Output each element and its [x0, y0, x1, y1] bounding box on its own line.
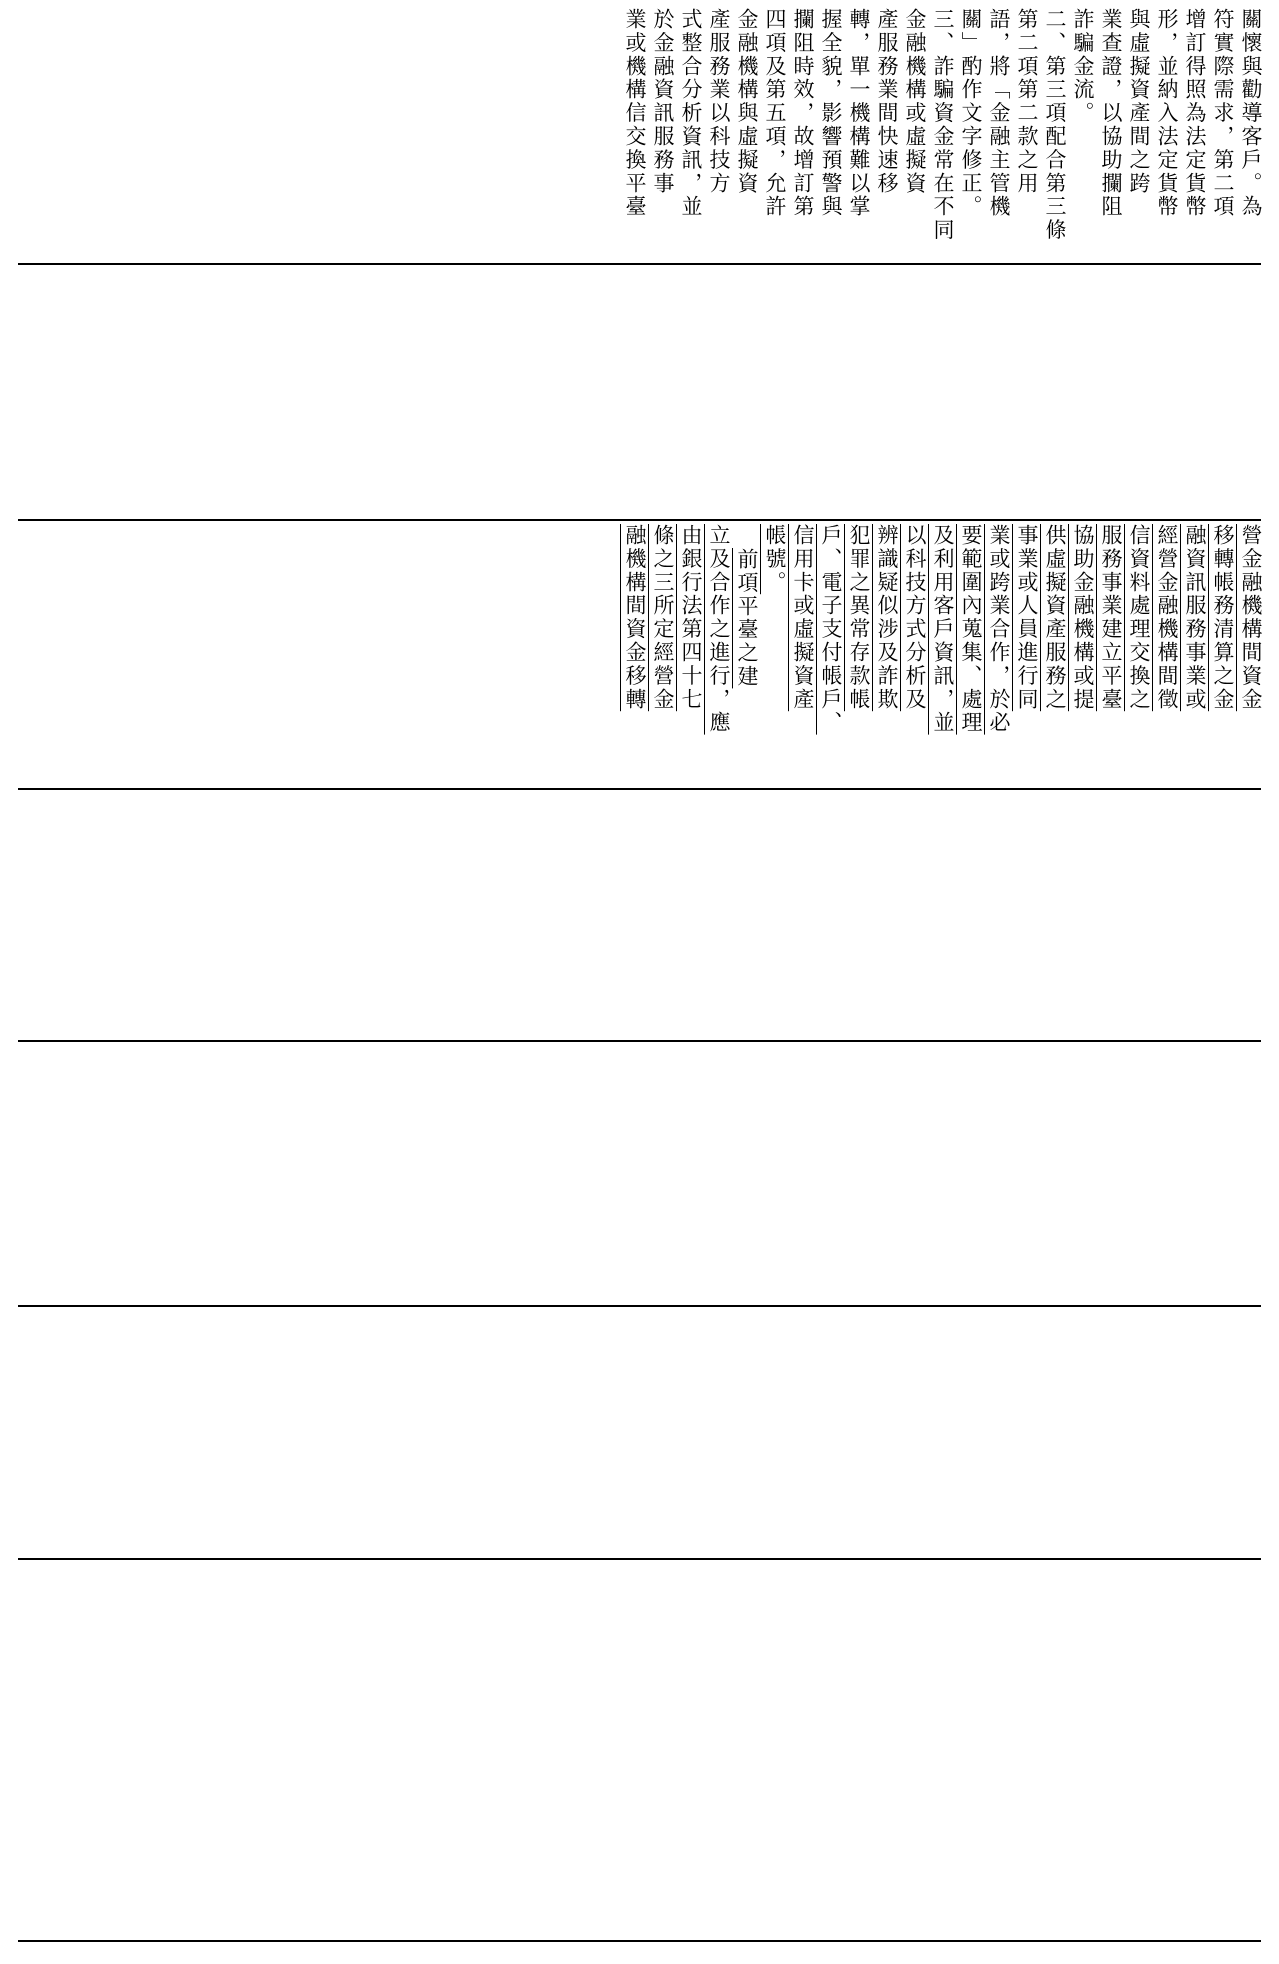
- text-line: 關懷與勸導客戶。為: [1239, 8, 1263, 219]
- text-line: 業或機構信交換平臺: [623, 8, 647, 219]
- text-line: 攔阻時效，故增訂第: [791, 8, 815, 219]
- horizontal-rule-4: [18, 1040, 1261, 1042]
- text-line: 語，將「金融主管機: [987, 8, 1011, 219]
- text-line: 帳號。: [763, 524, 787, 595]
- text-line: 經營金融機構間徵: [1155, 524, 1179, 712]
- text-line: 融資訊服務事業或: [1183, 524, 1207, 712]
- text-line: 服務事業建立平臺: [1099, 524, 1123, 712]
- text-line: 由銀行法第四十七: [679, 524, 703, 712]
- text-line: 於金融資訊服務事: [651, 8, 675, 196]
- text-line: 握全貌，影響預警與: [819, 8, 843, 219]
- text-line: 業查證，以協助攔阻: [1099, 8, 1123, 219]
- text-line: 協助金融機構或提: [1071, 524, 1095, 712]
- text-line: 關」酌作文字修正。: [959, 8, 983, 219]
- text-line: 辨識疑似涉及詐欺: [875, 524, 899, 712]
- text-line: 增訂得照為法定貨幣: [1183, 8, 1207, 219]
- horizontal-rule-2: [18, 519, 1261, 521]
- text-line: 信資料處理交換之: [1127, 524, 1151, 712]
- text-line: 詐騙金流。: [1071, 8, 1095, 125]
- text-line: 立及合作之進行，應: [707, 524, 731, 735]
- text-line: 犯罪之異常存款帳: [847, 524, 871, 712]
- vertical-text-block-middle: [18, 524, 1261, 782]
- text-line: 轉，單一機構難以掌: [847, 8, 871, 219]
- text-line: 移轉帳務清算之金: [1211, 524, 1235, 712]
- text-line: 業或跨業合作，於必: [987, 524, 1011, 735]
- text-line: 以科技方式分析及: [903, 524, 927, 712]
- text-line: 戶、電子支付帳戶、: [819, 524, 843, 735]
- text-line: 供虛擬資產服務之: [1043, 524, 1067, 712]
- text-line: 形，並納入法定貨幣: [1155, 8, 1179, 219]
- text-line: 符實際需求，第二項: [1211, 8, 1235, 219]
- text-line: 與虛擬資產間之跨: [1127, 8, 1151, 196]
- text-line: 事業或人員進行同: [1015, 524, 1039, 712]
- text-line: 融機構間資金移轉: [623, 524, 647, 712]
- horizontal-rule-7: [18, 1940, 1261, 1942]
- text-line: 條之三所定經營金: [651, 524, 675, 712]
- horizontal-rule-5: [18, 1305, 1261, 1307]
- text-line: 要範圍內蒐集、處理: [959, 524, 983, 735]
- text-line: 產服務業以科技方: [707, 8, 731, 196]
- text-line: 信用卡或虛擬資產: [791, 524, 815, 712]
- text-line: 四項及第五項，允許: [763, 8, 787, 219]
- text-line: 第二項第二款之用: [1015, 8, 1039, 196]
- text-line: 及利用客戶資訊，並: [931, 524, 955, 735]
- text-line: 二、第三項配合第三條: [1043, 8, 1067, 242]
- text-line: 前項平臺之建: [735, 548, 759, 689]
- horizontal-rule-6: [18, 1558, 1261, 1560]
- text-line: 三、詐騙資金常在不同: [931, 8, 955, 242]
- text-line: 式整合分析資訊，並: [679, 8, 703, 219]
- vertical-text-block-top: [18, 8, 1261, 258]
- text-line: 營金融機構間資金: [1239, 524, 1263, 712]
- horizontal-rule-1: [18, 263, 1261, 265]
- text-line: 金融機構或虛擬資: [903, 8, 927, 196]
- text-line: 金融機構與虛擬資: [735, 8, 759, 196]
- horizontal-rule-3: [18, 788, 1261, 790]
- text-line: 產服務業間快速移: [875, 8, 899, 196]
